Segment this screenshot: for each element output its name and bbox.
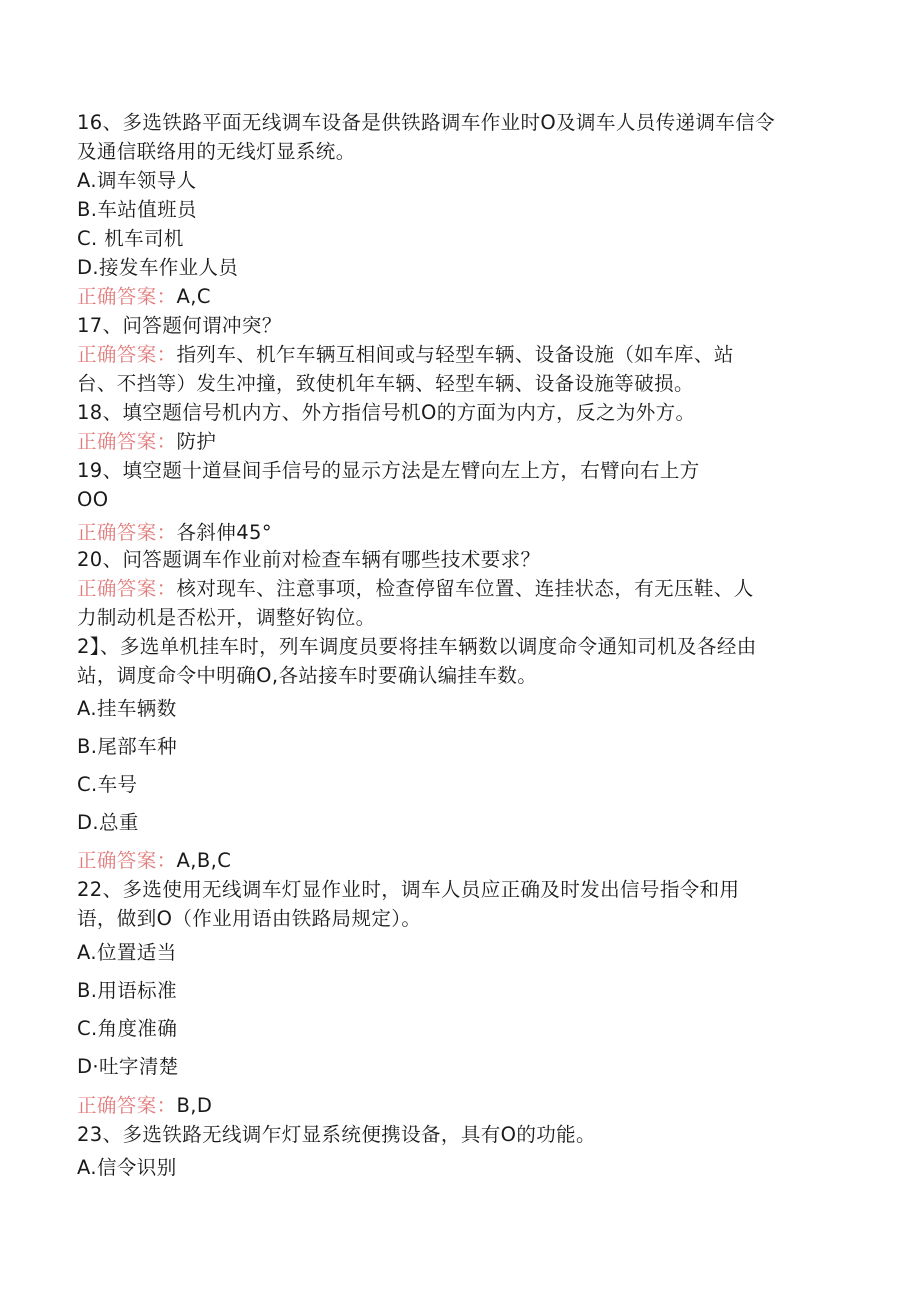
question-21-line-2: 站，调度命令中明确O,各站接车时要确认编挂车数。 bbox=[77, 664, 538, 687]
question-19-line-2: OO bbox=[77, 488, 109, 511]
answer-value: 防护 bbox=[176, 430, 217, 453]
option-b: B.车站值班员 bbox=[77, 198, 197, 221]
answer-label: 正确答案： bbox=[77, 521, 177, 544]
answer-value: 指列车、机乍车辆互相间或与轻型车辆、设备设施（如车库、站 bbox=[176, 343, 734, 366]
answer-continuation: 台、不挡等）发生冲撞，致使机年车辆、轻型车辆、设备设施等破损。 bbox=[77, 372, 694, 395]
question-22-line-2: 语，做到O（作业用语由铁路局规定）。 bbox=[77, 907, 422, 930]
question-20: 20、问答题调车作业前对检查车辆有哪些技术要求？ bbox=[77, 548, 541, 571]
answer-label: 正确答案： bbox=[77, 285, 177, 308]
question-16-line-2: 及通信联络用的无线灯显系统。 bbox=[77, 140, 356, 163]
option-a: A.挂车辆数 bbox=[77, 697, 177, 720]
answer-value: 核对现车、注意事项，检查停留车位置、连挂状态，有无压鞋、人 bbox=[176, 577, 754, 600]
answer-line bbox=[77, 576, 754, 602]
answer-value: 各斜伸45° bbox=[176, 521, 272, 544]
question-19-line-1: 19、填空题十道昼间手信号的显示方法是左臂向左上方，右臂向右上方 bbox=[77, 459, 700, 482]
answer-value: A,C bbox=[176, 285, 211, 308]
option-b: B.尾部车种 bbox=[77, 735, 177, 758]
answer-line bbox=[77, 429, 216, 455]
answer-label: 正确答案： bbox=[77, 577, 177, 600]
question-21-line-1: 2】、多选单机挂车时，列车调度员要将挂车辆数以调度命令通知司机及各经由 bbox=[77, 635, 757, 658]
option-a: A.信令识别 bbox=[77, 1156, 177, 1179]
answer-line bbox=[77, 848, 231, 874]
answer-label: 正确答案： bbox=[77, 849, 177, 872]
answer-value: A,B,C bbox=[176, 849, 232, 872]
option-c: C. 机车司机 bbox=[77, 227, 184, 250]
answer-line bbox=[77, 342, 734, 368]
option-c: C.车号 bbox=[77, 773, 138, 796]
option-d: D·吐字清楚 bbox=[77, 1055, 179, 1078]
question-23: 23、多选铁路无线调乍灯显系统便携设备，具有O的功能。 bbox=[77, 1123, 596, 1146]
answer-continuation: 力制动机是否松开，调整好钩位。 bbox=[77, 606, 376, 629]
option-a: A.位置适当 bbox=[77, 941, 177, 964]
answer-line bbox=[77, 1093, 212, 1119]
option-c: C.角度准确 bbox=[77, 1017, 178, 1040]
answer-value: B,D bbox=[176, 1094, 213, 1117]
option-d: D.总重 bbox=[77, 811, 139, 834]
question-16-line-1: 16、多选铁路平面无线调车设备是供铁路调车作业时O及调车人员传递调车信令 bbox=[77, 111, 776, 134]
question-17: 17、问答题何谓冲突？ bbox=[77, 314, 282, 337]
option-d: D.接发车作业人员 bbox=[77, 256, 239, 279]
answer-line bbox=[77, 520, 272, 546]
answer-label: 正确答案： bbox=[77, 343, 177, 366]
answer-label: 正确答案： bbox=[77, 430, 177, 453]
answer-label: 正确答案： bbox=[77, 1094, 177, 1117]
question-22-line-1: 22、多选使用无线调车灯显作业时，调车人员应正确及时发出信号指令和用 bbox=[77, 878, 740, 901]
answer-line bbox=[77, 284, 211, 310]
option-b: B.用语标准 bbox=[77, 979, 177, 1002]
question-18: 18、填空题信号机内方、外方指信号机O的方面为内方，反之为外方。 bbox=[77, 401, 696, 424]
option-a: A.调车领导人 bbox=[77, 169, 197, 192]
